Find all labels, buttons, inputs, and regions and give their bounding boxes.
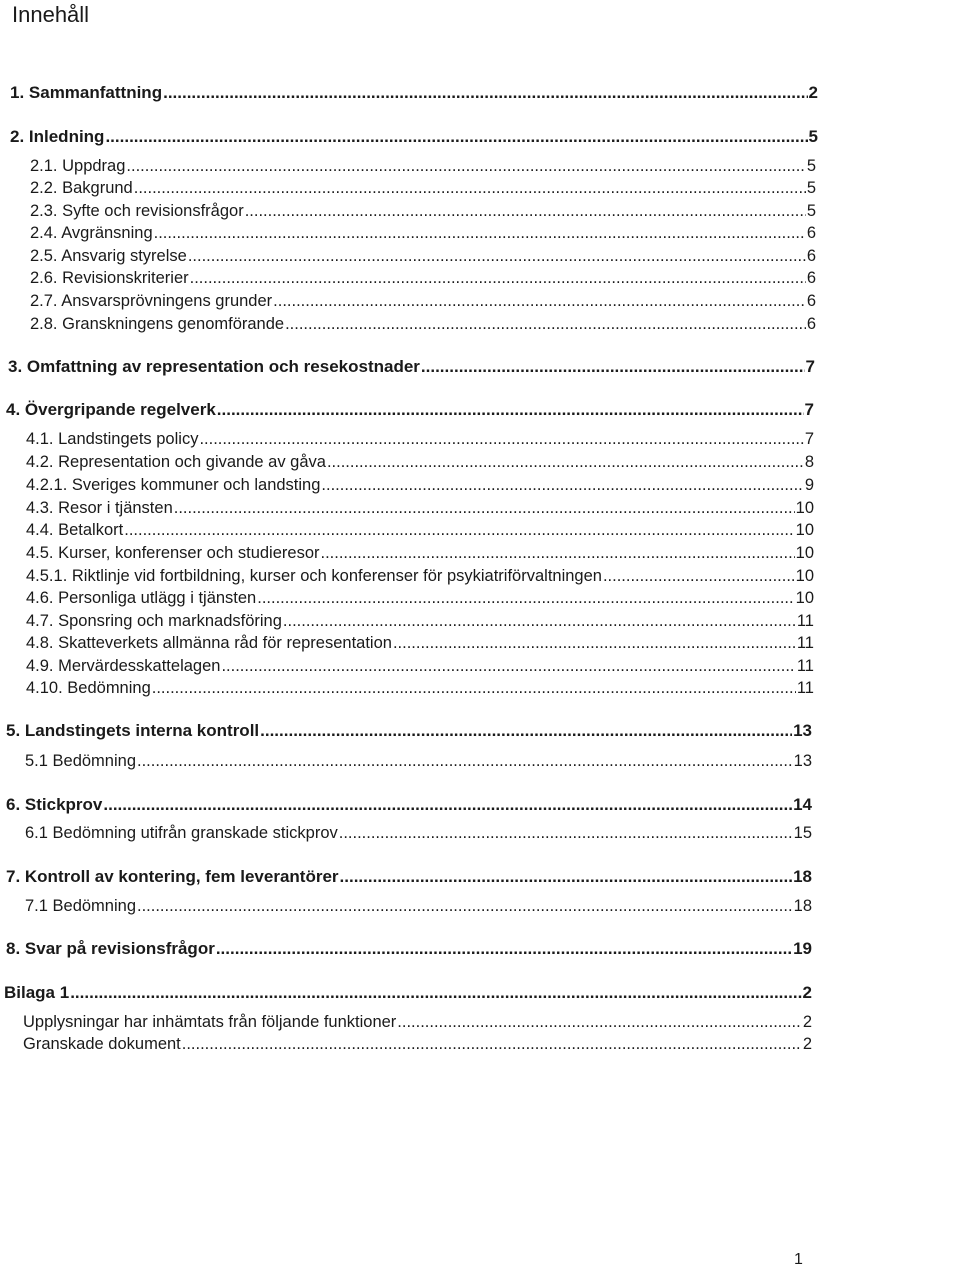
toc-entry[interactable] [26, 565, 814, 587]
toc-entry-label: 2.5. Ansvarig styrelse [30, 247, 187, 265]
toc-leader-dots [327, 451, 804, 473]
toc-leader-dots [273, 290, 806, 312]
toc-entry[interactable] [25, 822, 812, 844]
toc-entry-page: 7 [804, 400, 814, 419]
toc-entry[interactable] [8, 356, 815, 378]
toc-entry-page: 2 [808, 83, 818, 102]
toc-entry[interactable] [25, 750, 812, 772]
page-number: 1 [794, 1251, 803, 1268]
toc-entry[interactable] [30, 267, 816, 289]
toc-entry-label: 4.5.1. Riktlinje vid fortbildning, kurser och konferenser för psykiatriförvaltningen [26, 567, 602, 585]
toc-entry[interactable] [30, 222, 816, 244]
toc-entry-label: 2.4. Avgränsning [30, 224, 153, 242]
toc-entry-page: 10 [795, 544, 814, 562]
toc-entry[interactable] [6, 794, 812, 816]
toc-entry[interactable] [6, 866, 812, 888]
toc-leader-dots [137, 895, 793, 917]
toc-leader-dots [105, 126, 807, 148]
toc-entry-label: 2.2. Bakgrund [30, 179, 133, 197]
toc-leader-dots [154, 222, 806, 244]
toc-entry-label: 6. Stickprov [6, 795, 103, 814]
toc-entry-page: 6 [806, 269, 816, 287]
toc-entry-label: Bilaga 1 [4, 983, 70, 1002]
toc-entry-page: 6 [806, 315, 816, 333]
toc-entry[interactable] [6, 938, 812, 960]
toc-entry-label: 4.2.1. Sveriges kommuner och landsting [26, 476, 321, 494]
toc-entry-page: 10 [795, 499, 814, 517]
toc-leader-dots [283, 610, 796, 632]
toc-leader-dots [134, 177, 806, 199]
toc-entry-page: 6 [806, 247, 816, 265]
toc-entry[interactable] [26, 451, 814, 473]
toc-entry-page: 11 [796, 612, 814, 630]
toc-entry-label: 2.6. Revisionskriterier [30, 269, 189, 287]
toc-leader-dots [245, 200, 806, 222]
toc-entry-page: 10 [795, 521, 814, 539]
toc-entry-page: 2 [802, 1035, 812, 1053]
toc-leader-dots [103, 794, 792, 816]
toc-entry[interactable] [30, 313, 816, 335]
toc-entry-page: 5 [806, 179, 816, 197]
toc-leader-dots [126, 155, 805, 177]
toc-entry-page: 11 [796, 679, 814, 697]
toc-entry-page: 11 [796, 634, 814, 652]
toc-leader-dots [603, 565, 795, 587]
toc-leader-dots [199, 428, 803, 450]
toc-leader-dots [393, 632, 796, 654]
toc-entry-label: 4.9. Mervärdesskattelagen [26, 657, 221, 675]
toc-entry[interactable] [10, 82, 818, 104]
toc-entry-label: 4.10. Bedömning [26, 679, 151, 697]
toc-entry[interactable] [6, 720, 812, 742]
toc-entry-page: 6 [806, 224, 816, 242]
toc-entry-label: 4.1. Landstingets policy [26, 430, 199, 448]
toc-title: Innehåll [12, 2, 90, 27]
toc-entry-label: 5. Landstingets interna kontroll [6, 721, 260, 740]
toc-leader-dots [174, 497, 795, 519]
toc-leader-dots [260, 720, 792, 742]
toc-leader-dots [217, 399, 804, 421]
toc-entry[interactable] [25, 895, 812, 917]
toc-leader-dots [421, 356, 805, 378]
toc-entry-page: 5 [806, 157, 816, 175]
toc-entry-page: 19 [793, 939, 812, 958]
toc-entry-label: 7. Kontroll av kontering, fem leverantörer [6, 867, 339, 886]
toc-entry[interactable] [26, 587, 814, 609]
toc-leader-dots [221, 655, 795, 677]
toc-entry-label: 5.1 Bedömning [25, 752, 136, 770]
toc-entry-label: 4.5. Kurser, konferenser och studieresor [26, 544, 320, 562]
toc-leader-dots [188, 245, 806, 267]
toc-entry-page: 7 [804, 430, 814, 448]
toc-entry-label: 7.1 Bedömning [25, 897, 136, 915]
toc-leader-dots [152, 677, 796, 699]
toc-entry[interactable] [26, 632, 814, 654]
toc-entry[interactable] [26, 428, 814, 450]
toc-entry[interactable] [26, 519, 814, 541]
toc-leader-dots [190, 267, 806, 289]
toc-entry-page: 5 [806, 202, 816, 220]
toc-entry-page: 18 [793, 897, 812, 915]
toc-entry-label: 4.8. Skatteverkets allmänna råd för representation [26, 634, 392, 652]
toc-entry-label: 3. Omfattning av representation och resekostnader [8, 357, 420, 376]
toc-entry-page: 2 [802, 1013, 812, 1031]
toc-entry-label: 6.1 Bedömning utifrån granskade stickprov [25, 824, 338, 842]
toc-leader-dots [340, 866, 793, 888]
toc-leader-dots [163, 82, 807, 104]
toc-entry-label: 2.1. Uppdrag [30, 157, 126, 175]
toc-entry-label: 4. Övergripande regelverk [6, 400, 216, 419]
toc-entry[interactable] [26, 542, 814, 564]
toc-entry-label: 4.6. Personliga utlägg i tjänsten [26, 589, 257, 607]
toc-entry[interactable] [23, 1033, 812, 1055]
toc-leader-dots [70, 982, 801, 1004]
toc-entry-label: 8. Svar på revisionsfrågor [6, 939, 215, 958]
toc-entry-label: 4.4. Betalkort [26, 521, 124, 539]
toc-entry-label: 2.7. Ansvarsprövningens grunder [30, 292, 273, 310]
toc-entry[interactable] [4, 982, 812, 1004]
toc-entry[interactable] [30, 200, 816, 222]
toc-leader-dots [321, 542, 795, 564]
toc-entry-page: 14 [793, 795, 812, 814]
toc-entry[interactable] [30, 245, 816, 267]
toc-entry-label: Granskade dokument [23, 1035, 181, 1053]
toc-entry-page: 13 [793, 721, 812, 740]
toc-entry-page: 15 [793, 824, 812, 842]
toc-entry[interactable] [23, 1011, 812, 1033]
toc-entry[interactable] [30, 177, 816, 199]
toc-entry[interactable] [6, 399, 814, 421]
toc-leader-dots [397, 1011, 802, 1033]
toc-leader-dots [321, 474, 803, 496]
toc-entry[interactable] [30, 290, 816, 312]
toc-entry[interactable] [26, 655, 814, 677]
toc-leader-dots [137, 750, 793, 772]
toc-entry-label: Upplysningar har inhämtats från följande funktioner [23, 1013, 397, 1031]
toc-entry-page: 9 [804, 476, 814, 494]
toc-entry-page: 7 [805, 357, 815, 376]
toc-entry[interactable] [26, 497, 814, 519]
toc-entry-page: 8 [804, 453, 814, 471]
toc-entry-page: 10 [795, 589, 814, 607]
toc-entry-page: 18 [793, 867, 812, 886]
toc-entry-label: 1. Sammanfattning [10, 83, 163, 102]
toc-entry-page: 5 [808, 127, 818, 146]
toc-entry-label: 2. Inledning [10, 127, 105, 146]
toc-entry[interactable] [26, 474, 814, 496]
toc-entry-label: 2.3. Syfte och revisionsfrågor [30, 202, 244, 220]
toc-entry-label: 4.7. Sponsring och marknadsföring [26, 612, 282, 630]
toc-entry[interactable] [10, 126, 818, 148]
toc-leader-dots [339, 822, 793, 844]
toc-entry-page: 10 [795, 567, 814, 585]
toc-entry-label: 2.8. Granskningens genomförande [30, 315, 285, 333]
toc-leader-dots [257, 587, 794, 609]
toc-entry-label: 4.3. Resor i tjänsten [26, 499, 173, 517]
toc-entry-page: 6 [806, 292, 816, 310]
toc-entry-label: 4.2. Representation och givande av gåva [26, 453, 326, 471]
toc-entry[interactable] [26, 677, 814, 699]
toc-leader-dots [216, 938, 792, 960]
toc-leader-dots [182, 1033, 802, 1055]
toc-leader-dots [285, 313, 806, 335]
toc-entry[interactable] [26, 610, 814, 632]
toc-entry-page: 2 [802, 983, 812, 1002]
toc-entry-page: 13 [793, 752, 812, 770]
toc-entry[interactable] [30, 155, 816, 177]
toc-entry-page: 11 [796, 657, 814, 675]
toc-leader-dots [124, 519, 794, 541]
